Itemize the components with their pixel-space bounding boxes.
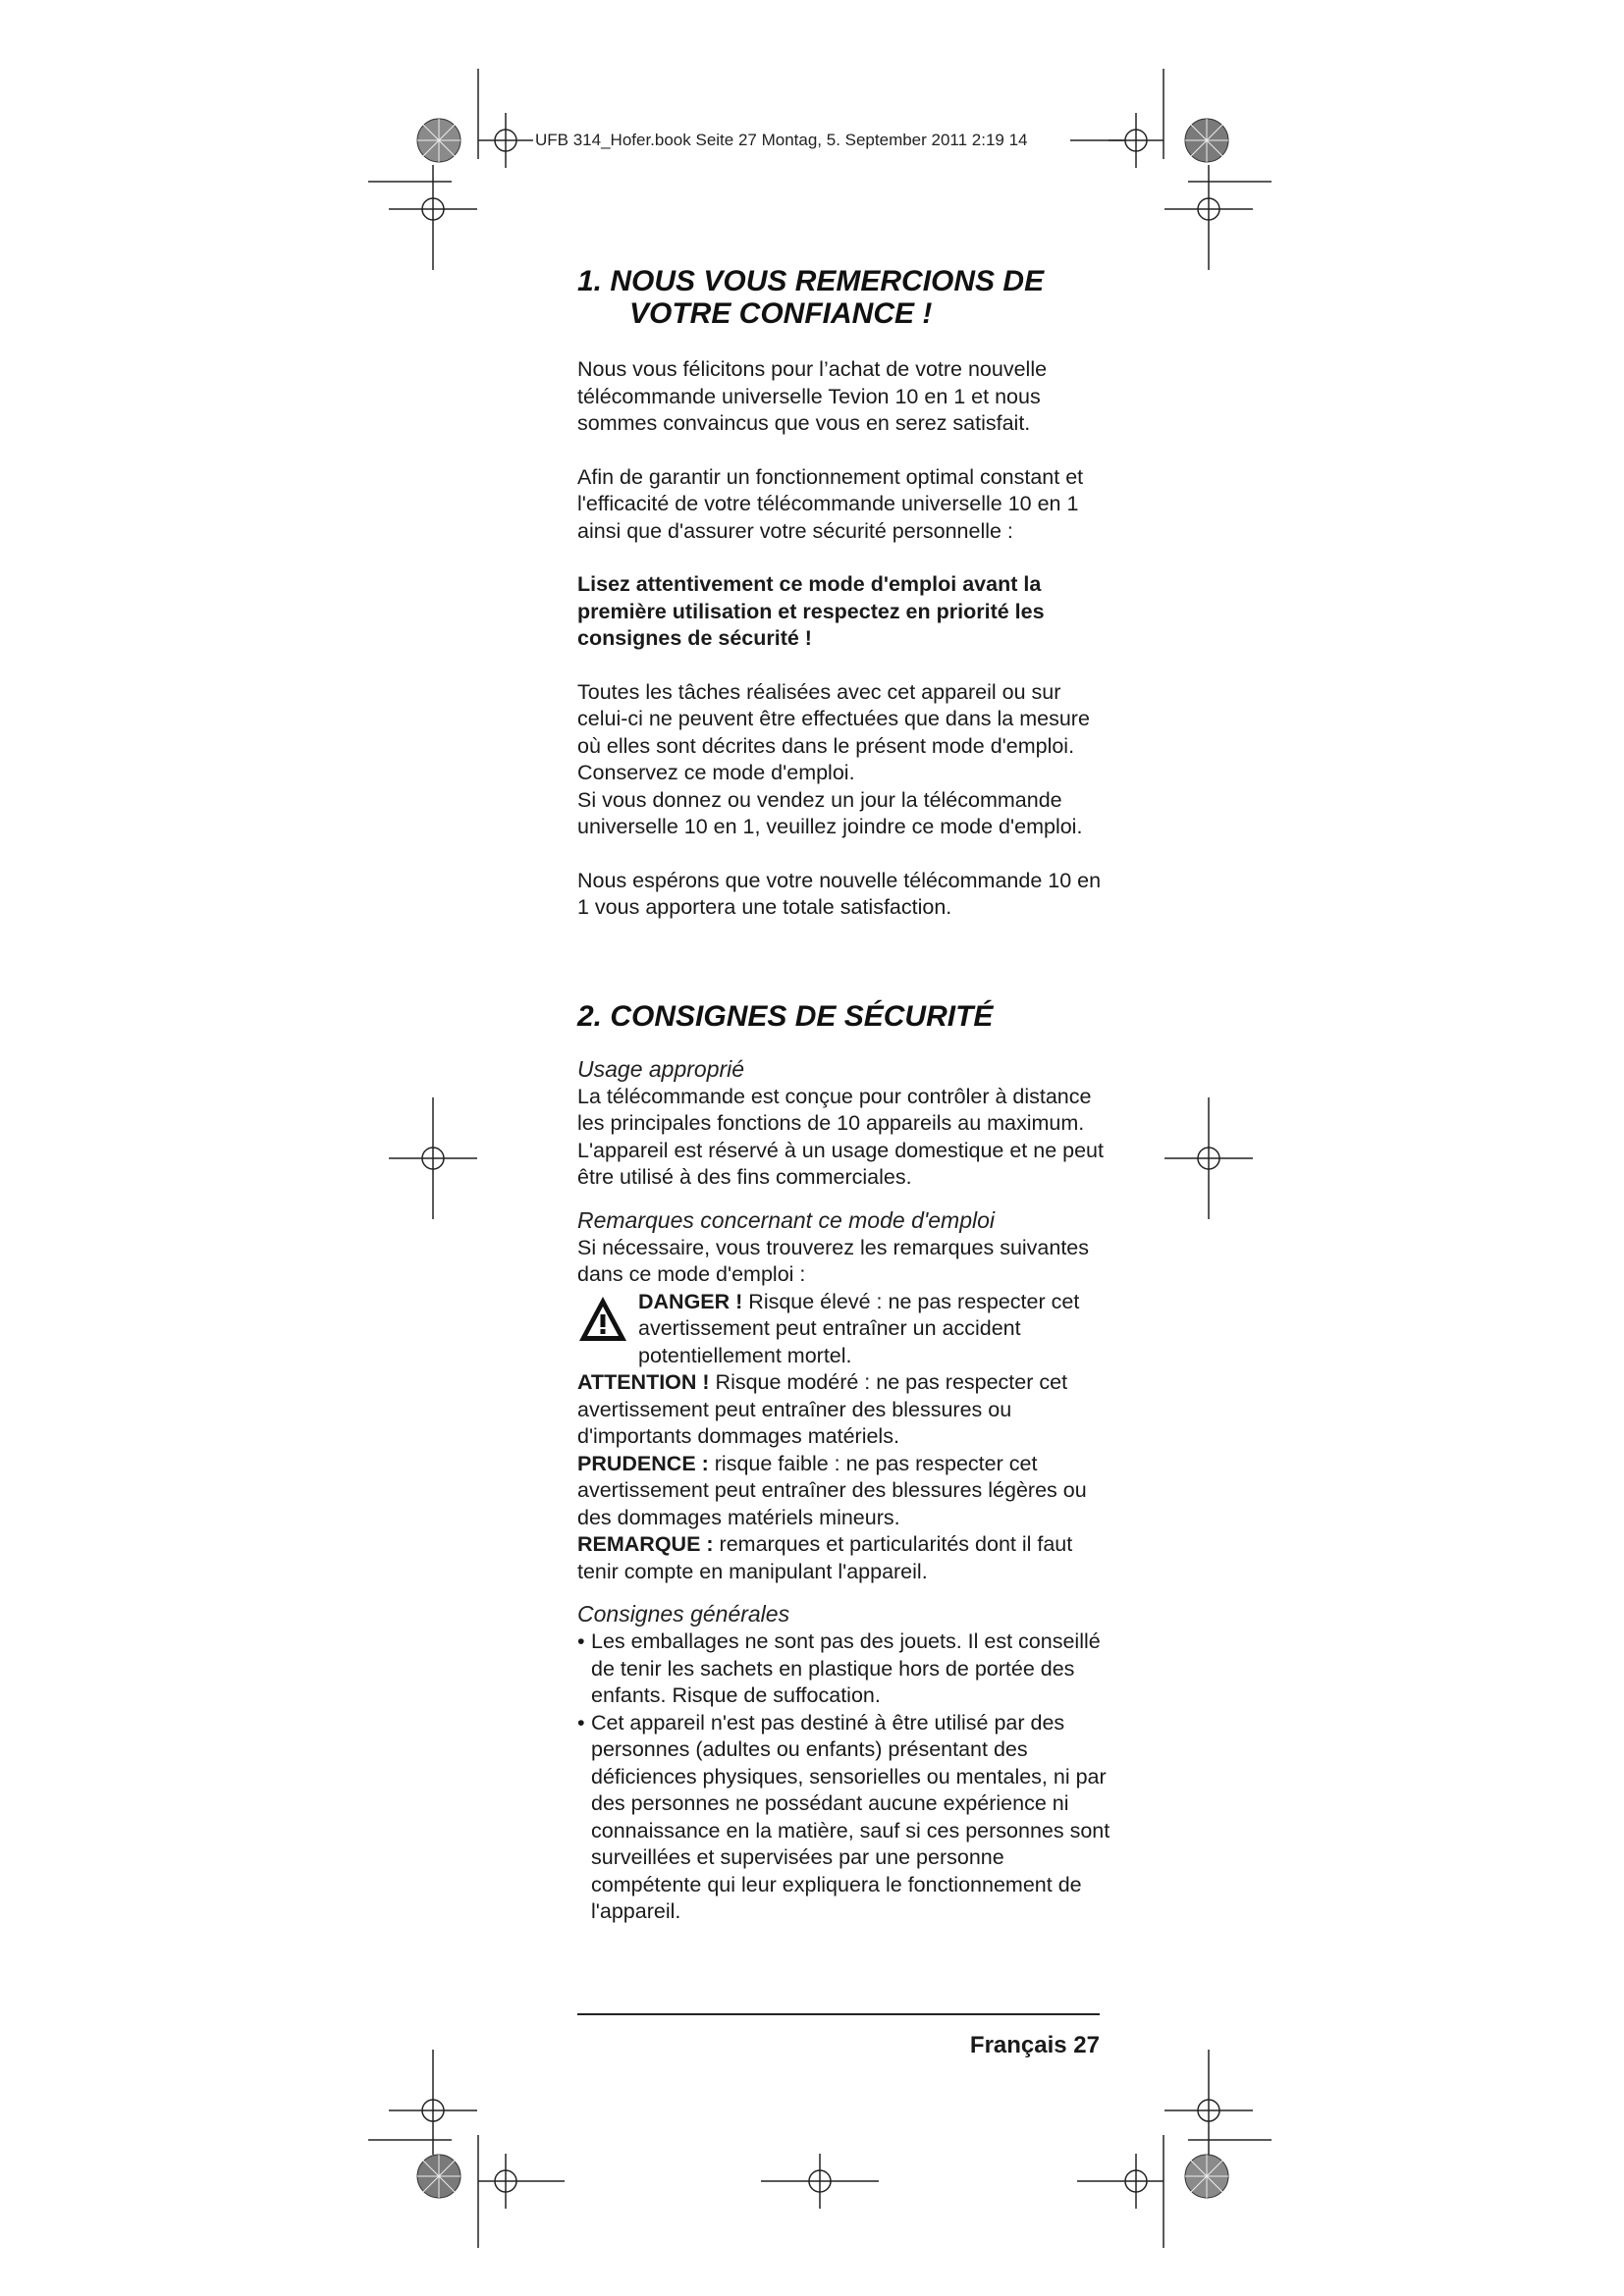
remarks-heading: Remarques concernant ce mode d'emploi	[577, 1206, 996, 1233]
attention-text: Risque modéré : ne pas respecter cet avertissement peut entraîner des blessures ou d'importants dommages matériels.	[577, 1370, 1068, 1448]
warning-triangle-icon	[577, 1295, 628, 1344]
remarks-intro: Si nécessaire, vous trouverez les remarques suivantes dans ce mode d'emploi :	[577, 1235, 1090, 1286]
remarque-label: REMARQUE :	[577, 1532, 714, 1556]
prudence-label: PRUDENCE :	[577, 1451, 709, 1475]
section1-para3: Lisez attentivement ce mode d'emploi avant la première utilisation et respectez en priorité les consignes de sécurité !	[577, 572, 1045, 650]
danger-notice	[577, 1289, 1112, 1370]
usage-para1: La télécommande est conçue pour contrôler à distance les principales fonctions de 10 appareils au maximum.	[577, 1084, 1092, 1135]
prudence-notice	[577, 1451, 1112, 1532]
section1-title-line2: VOTRE CONFIANCE !	[629, 297, 933, 330]
section1-para4b: Conservez ce mode d'emploi.	[577, 761, 855, 784]
section1-para1: Nous vous félicitons pour l’achat de votre nouvelle télécommande universelle Tevion 10 en 1 et nous sommes convaincus que vous en serez satisfait.	[577, 357, 1048, 435]
page-content	[577, 265, 1112, 1926]
danger-label: DANGER !	[638, 1289, 743, 1313]
list-item	[577, 1710, 1112, 1926]
section1-para5: Nous espérons que votre nouvelle télécommande 10 en 1 vous apportera une totale satisfaction.	[577, 868, 1102, 919]
attention-notice	[577, 1369, 1112, 1451]
section1-title	[577, 265, 1112, 330]
bullet-text-2: Cet appareil n'est pas destiné à être utilisé par des personnes (adultes ou enfants) présentant des déficiences physiques, sensorielles ou mentales, ni par des personnes ne possédant aucune expérience ni connaissance en la matière, sauf si ces personnes sont surveillées et supervisées par une personne compétente qui leur expliquera le fonctionnement de l'appareil.	[591, 1710, 1110, 1923]
bullet-text-1: Les emballages ne sont pas des jouets. Il est conseillé de tenir les sachets en plastique hors de portée des enfants. Risque de suffocation.	[591, 1629, 1101, 1707]
attention-label: ATTENTION !	[577, 1370, 710, 1394]
list-item	[577, 1629, 1112, 1710]
footer-divider	[577, 2013, 1100, 2015]
section1-para4: Toutes les tâches réalisées avec cet appareil ou sur celui-ci ne peuvent être effectuées que dans la mesure où elles sont décrites dans le présent mode d'emploi.	[577, 679, 1090, 758]
section1-para2: Afin de garantir un fonctionnement optimal constant et l'efficacité de votre télécommande universelle 10 en 1 ainsi que d'assurer votre sécurité personnelle :	[577, 464, 1084, 543]
section1-title-line1: 1. NOUS VOUS REMERCIONS DE	[577, 265, 1045, 297]
general-heading: Consignes générales	[577, 1601, 790, 1627]
danger-text: Risque élevé : ne pas respecter cet avertissement peut entraîner un accident potentiellement mortel.	[638, 1289, 1080, 1367]
bullet-icon: •	[577, 1629, 585, 1653]
remarque-notice	[577, 1531, 1112, 1585]
page-number: Français 27	[969, 2032, 1100, 2058]
remarque-text: remarques et particularités dont il faut tenir compte en manipulant l'appareil.	[577, 1532, 1073, 1583]
section2-title: 2. CONSIGNES DE SÉCURITÉ	[577, 999, 994, 1033]
usage-para2: L'appareil est réservé à un usage domestique et ne peut être utilisé à des fins commerciales.	[577, 1138, 1104, 1189]
usage-heading: Usage approprié	[577, 1055, 745, 1082]
prudence-text: risque faible : ne pas respecter cet avertissement peut entraîner des blessures légères ou des dommages matériels mineurs.	[577, 1451, 1087, 1529]
print-header: UFB 314_Hofer.book Seite 27 Montag, 5. September 2011 2:19 14	[535, 131, 1028, 149]
section1-para4c: Si vous donnez ou vendez un jour la télécommande universelle 10 en 1, veuillez joindre ce mode d'emploi.	[577, 787, 1083, 838]
bullet-icon: •	[577, 1710, 585, 1735]
